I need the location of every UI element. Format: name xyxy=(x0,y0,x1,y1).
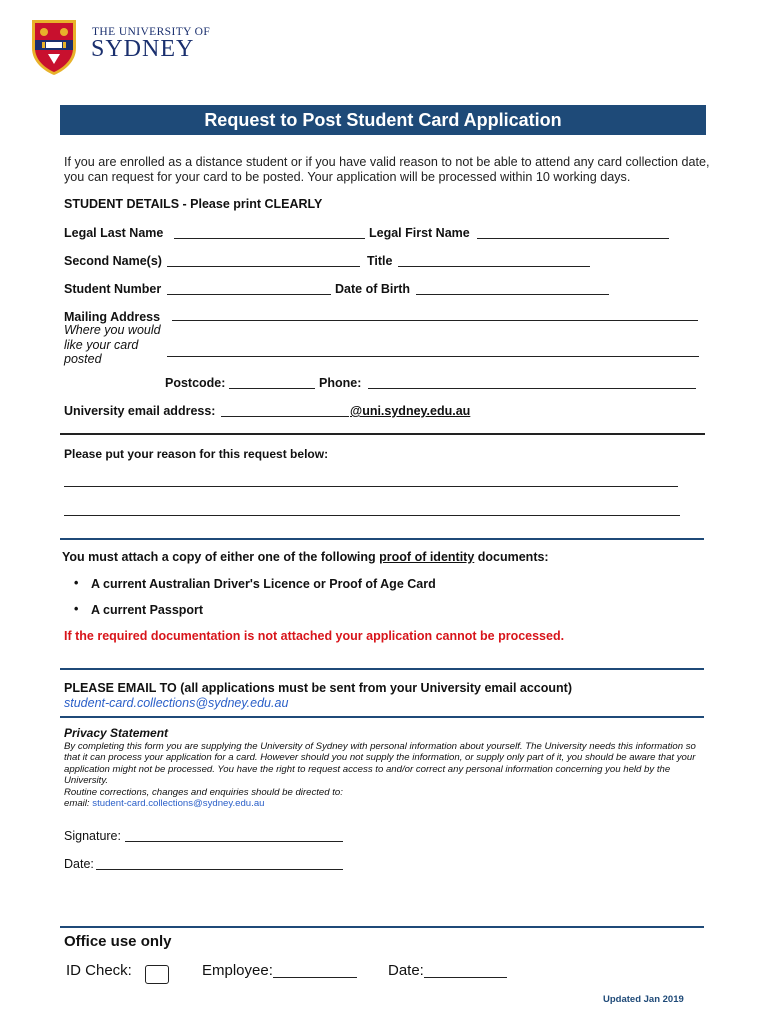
student-details-heading: STUDENT DETAILS - Please print CLEARLY xyxy=(64,197,323,211)
office-use-heading: Office use only xyxy=(64,933,172,950)
university-email-field[interactable] xyxy=(221,416,349,417)
date-field[interactable] xyxy=(96,869,343,870)
bullet-icon: • xyxy=(74,602,79,616)
id-check-label: ID Check: xyxy=(66,962,132,979)
university-crest-icon xyxy=(30,18,78,76)
date-of-birth-label: Date of Birth xyxy=(335,282,410,296)
postcode-label: Postcode: xyxy=(165,376,226,390)
legal-first-name-field[interactable] xyxy=(477,238,669,239)
office-date-label: Date: xyxy=(388,962,424,979)
reason-field-line-1[interactable] xyxy=(64,486,678,487)
reason-heading: Please put your reason for this request below: xyxy=(64,447,329,461)
second-names-label: Second Name(s) xyxy=(64,254,162,268)
email-to-heading: PLEASE EMAIL TO (all applications must be sent from your University email account) xyxy=(64,681,572,695)
mailing-address-label: Mailing Address xyxy=(64,310,161,324)
date-label: Date: xyxy=(64,857,94,871)
id-check-checkbox[interactable] xyxy=(145,965,169,984)
section-divider xyxy=(60,433,705,435)
second-names-field[interactable] xyxy=(167,266,360,267)
privacy-email-row xyxy=(64,798,704,809)
privacy-statement xyxy=(64,741,704,809)
logo-main-text: SYDNEY xyxy=(91,36,195,62)
postcode-field[interactable] xyxy=(229,388,315,389)
phone-field[interactable] xyxy=(368,388,696,389)
email-domain-suffix: @uni.sydney.edu.au xyxy=(350,404,471,418)
privacy-email-label: email: xyxy=(64,798,93,810)
section-divider-blue xyxy=(60,668,704,670)
section-divider-blue xyxy=(60,926,704,928)
mailing-address-field-line-2[interactable] xyxy=(167,356,699,357)
mailing-note-line-2: like your card xyxy=(64,338,139,352)
logo-top-text: THE UNIVERSITY OF xyxy=(92,26,211,38)
office-date-field[interactable] xyxy=(424,977,507,978)
page-title: Request to Post Student Card Application xyxy=(60,105,706,135)
employee-label: Employee: xyxy=(202,962,273,979)
employee-field[interactable] xyxy=(273,977,357,978)
title-label: Title xyxy=(367,254,393,268)
mailing-note-line-1: Where you would xyxy=(64,323,161,337)
updated-date: Updated Jan 2019 xyxy=(603,994,684,1005)
signature-label: Signature: xyxy=(64,829,121,843)
legal-last-name-field[interactable] xyxy=(174,238,365,239)
university-email-label: University email address: xyxy=(64,404,216,418)
privacy-body: By completing this form you are supplying the University of Sydney with personal information about yourself. The University needs this information so that it can process your application for a card. However should you not supply the information, or supply only part of it, you should be aware that your application might not be processed. You have the right to request access to and/or correct any personal information concerning you held by the University. xyxy=(64,741,696,787)
date-of-birth-field[interactable] xyxy=(416,294,609,295)
section-divider-blue xyxy=(60,538,704,540)
proof-item: A current Passport xyxy=(91,603,204,617)
title-field[interactable] xyxy=(398,266,590,267)
privacy-routine: Routine corrections, changes and enquiries should be directed to: xyxy=(64,786,343,798)
bullet-icon: • xyxy=(74,576,79,590)
proof-item: A current Australian Driver's Licence or Proof of Age Card xyxy=(91,577,436,591)
email-to-address-link[interactable]: student-card.collections@sydney.edu.au xyxy=(64,696,289,710)
section-divider-blue xyxy=(60,716,704,718)
intro-text: If you are enrolled as a distance student or if you have valid reason to not be able to attend any card collection date, you can request for your card to be posted. Your application will be processed within 10 working days. xyxy=(64,155,710,184)
proof-heading: You must attach a copy of either one of the following proof of identity documents: xyxy=(62,550,549,564)
mailing-address-field-line-1[interactable] xyxy=(172,320,698,321)
legal-last-name-label: Legal Last Name xyxy=(64,226,164,240)
privacy-email-link[interactable]: student-card.collections@sydney.edu.au xyxy=(92,798,265,810)
privacy-heading: Privacy Statement xyxy=(64,726,169,740)
mailing-note-line-3: posted xyxy=(64,352,102,366)
phone-label: Phone: xyxy=(319,376,362,390)
proof-warning: If the required documentation is not attached your application cannot be processed. xyxy=(64,629,565,643)
student-number-label: Student Number xyxy=(64,282,162,296)
reason-field-line-2[interactable] xyxy=(64,515,680,516)
student-number-field[interactable] xyxy=(167,294,331,295)
signature-field[interactable] xyxy=(125,841,343,842)
legal-first-name-label: Legal First Name xyxy=(369,226,470,240)
